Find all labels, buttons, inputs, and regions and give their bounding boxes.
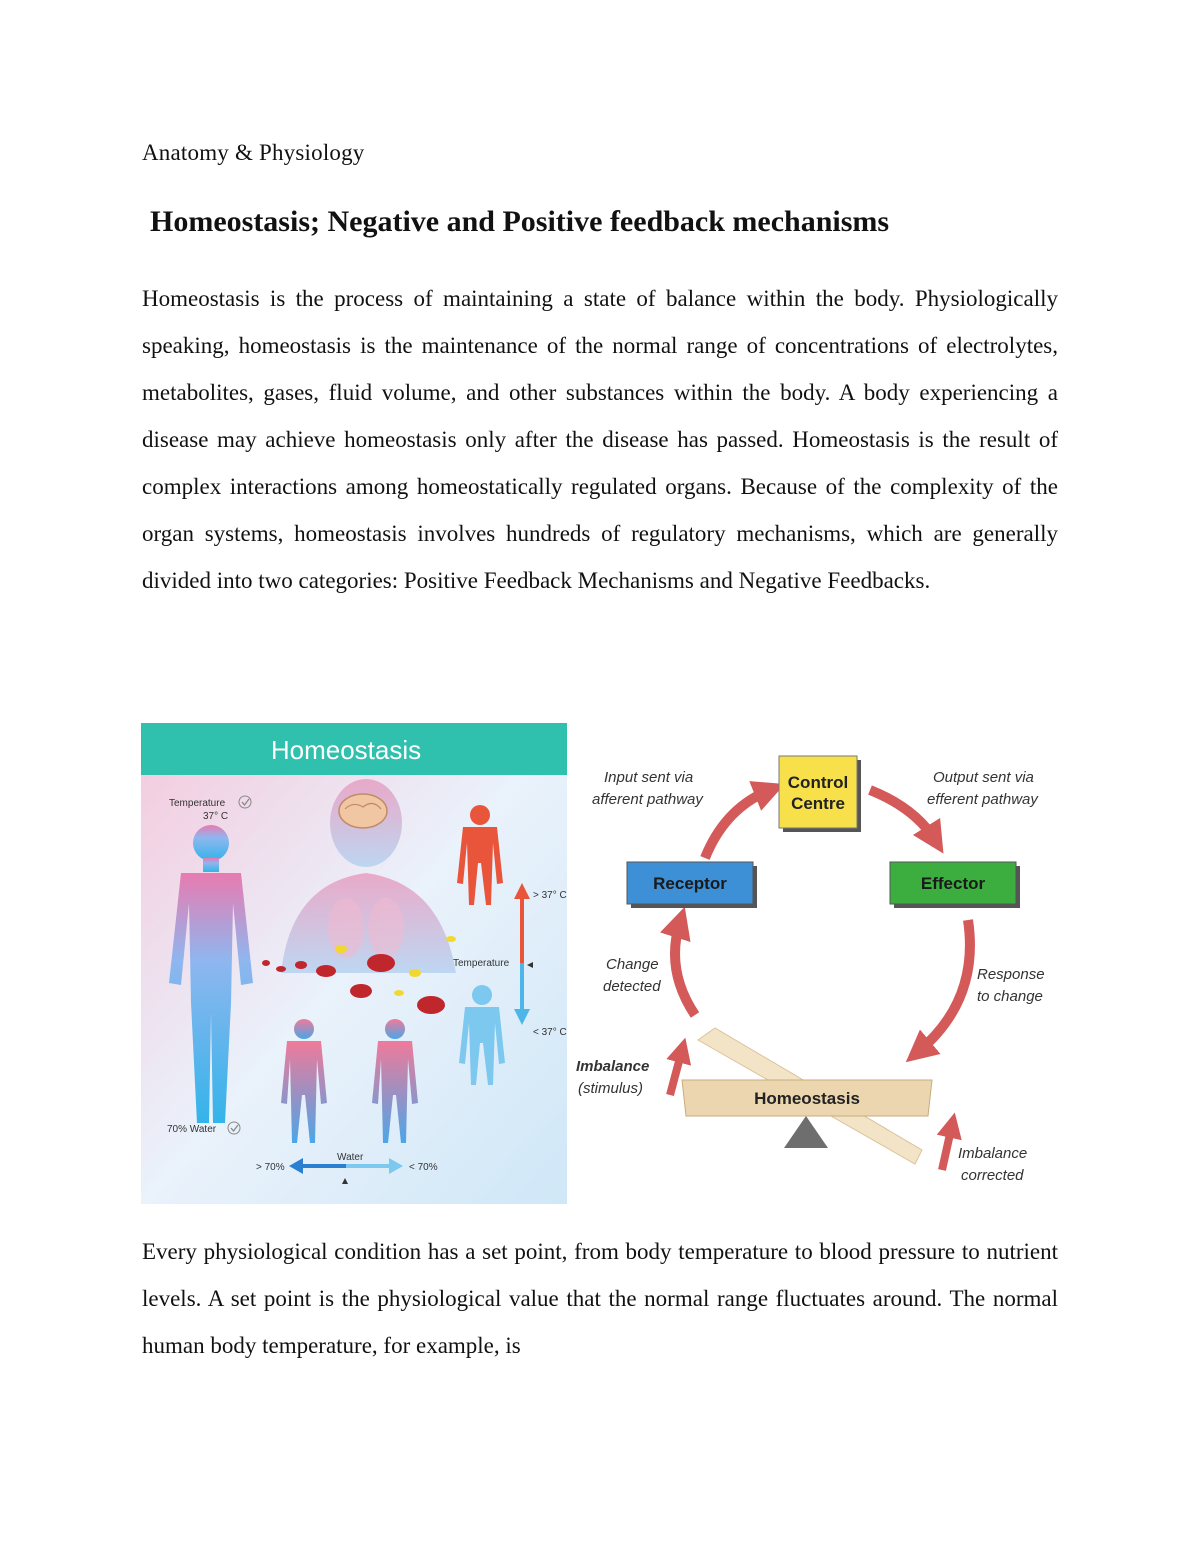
temperature-label: Temperature — [169, 798, 226, 809]
temperature-value: 37° C — [203, 811, 229, 822]
high-water-label: > 70% — [256, 1162, 285, 1173]
arrow-change-detected — [675, 922, 695, 1015]
homeostasis-illustration — [141, 723, 567, 1204]
arrow-receptor-to-control — [705, 790, 770, 858]
set-point-paragraph: Every physiological condition has a set point, from body temperature to blood pressure to nutrient levels. A set point is the physiological value that the normal range fluctuates around. The normal human body temperature, for example, is — [142, 1239, 1058, 1358]
output-label-line2: efferent pathway — [927, 791, 1038, 808]
arrow-effector-to-homeostasis — [918, 920, 970, 1052]
arrow-imbalance-corrected — [942, 1125, 952, 1170]
homeostasis-label: Homeostasis — [754, 1089, 860, 1108]
response-label-line1: Response — [977, 966, 1045, 983]
input-label-line1: Input sent via — [604, 769, 694, 786]
corrected-label-line1: Imbalance — [958, 1145, 1028, 1162]
document-subject: Anatomy & Physiology — [142, 140, 365, 165]
fulcrum — [784, 1116, 828, 1148]
feedback-loop-diagram — [570, 740, 1060, 1200]
low-temp-label: < 37° C — [533, 1027, 567, 1038]
effector-label: Effector — [920, 874, 986, 893]
change-label-line1: Change — [606, 956, 659, 973]
input-label-line2: afferent pathway — [592, 791, 703, 808]
imbalance-label-line2: (stimulus) — [578, 1080, 644, 1097]
imbalance-label-line1: Imbalance — [576, 1058, 650, 1075]
arrow-control-to-effector — [870, 790, 935, 840]
high-temp-label: > 37° C — [533, 890, 567, 901]
water-scale-label: Water — [337, 1152, 364, 1163]
brain-icon — [339, 794, 387, 828]
control-centre-label-line2: Centre — [791, 794, 845, 813]
water-label: 70% Water — [167, 1124, 217, 1135]
output-label-line1: Output sent via — [933, 769, 1034, 786]
low-water-label: < 70% — [409, 1162, 438, 1173]
intro-paragraph: Homeostasis is the process of maintaining a state of balance within the body. Physiologically speaking, homeostasis is the maintenance of the normal range of concentrations of electrolytes, metabolites, gases, fluid volume, and other substances within the body. A body experiencing a disease may achieve homeostasis only after the disease has passed. Homeostasis is the result of complex interactions among homeostatically regulated organs. Because of the complexity of the organ systems, homeostasis involves hundreds of regulatory mechanisms, which are generally divided into two categories: Positive Feedback Mechanisms and Negative Feedbacks. — [142, 286, 1058, 593]
illustration-header: Homeostasis — [270, 735, 422, 765]
control-centre-box — [779, 756, 857, 828]
control-centre-label-line1: Control — [787, 773, 849, 792]
change-label-line2: detected — [603, 978, 661, 995]
document-title: Homeostasis; Negative and Positive feedback mechanisms — [150, 205, 890, 238]
receptor-label: Receptor — [653, 874, 727, 893]
response-label-line2: to change — [977, 988, 1043, 1005]
temp-scale-label: Temperature — [453, 958, 510, 969]
corrected-label-line2: corrected — [961, 1167, 1024, 1184]
arrow-imbalance-stimulus — [670, 1050, 682, 1095]
